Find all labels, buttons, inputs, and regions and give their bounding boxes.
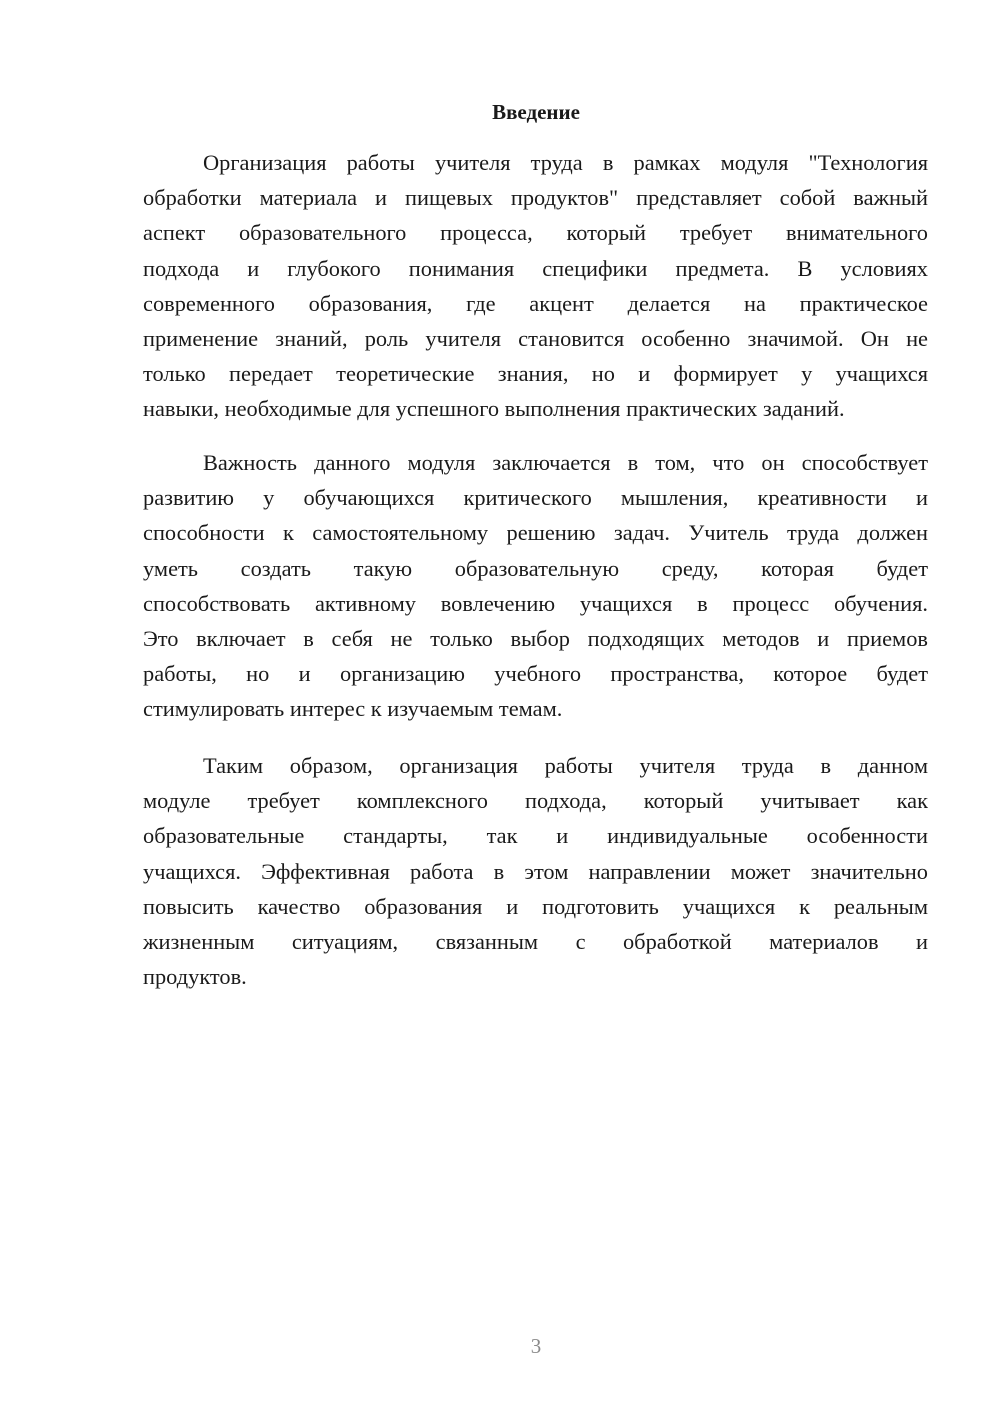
text-line: применение знаний, роль учителя становится особенно значимой. Он не (143, 325, 928, 351)
text-line: модуле требует комплексного подхода, который учитывает как (143, 788, 928, 814)
text-line: жизненным ситуациям, связанным с обработкой материалов и (143, 928, 928, 954)
text-line: только передает теоретические знания, но и формирует у учащихся (143, 361, 928, 387)
text-line: развитию у обучающихся критического мышления, креативности и (143, 485, 928, 511)
text-line: Важность данного модуля заключается в том, что он способствует (203, 450, 928, 475)
text-line: способствовать активному вовлечению учащихся в процесс обучения. (143, 590, 928, 616)
text-line: современного образования, где акцент делается на практическое (143, 290, 928, 316)
text-line: стимулировать интерес к изучаемым темам. (143, 696, 563, 722)
text-line: Это включает в себя не только выбор подходящих методов и приемов (143, 625, 928, 651)
text-line: продуктов. (143, 964, 247, 990)
text-line: навыки, необходимые для успешного выполнения практических заданий. (143, 396, 845, 422)
text-line: Организация работы учителя труда в рамках модуля "Технология (203, 150, 928, 175)
text-line: Таким образом, организация работы учителя труда в данном (203, 753, 928, 778)
text-line: работы, но и организацию учебного пространства, которое будет (143, 661, 928, 687)
paragraph-importance (143, 445, 928, 727)
paragraph-intro (143, 145, 928, 427)
paragraph-conclusion (143, 748, 928, 994)
text-line: уметь создать такую образовательную среду, которая будет (143, 555, 928, 581)
page-number: 3 (530, 1334, 542, 1358)
text-line: аспект образовательного процесса, который требует внимательного (143, 220, 928, 246)
text-line: образовательные стандарты, так и индивидуальные особенности (143, 823, 928, 849)
text-line: обработки материала и пищевых продуктов" представляет собой важный (143, 185, 928, 211)
text-line: подхода и глубокого понимания специфики предмета. В условиях (143, 255, 928, 281)
text-line: способности к самостоятельному решению задач. Учитель труда должен (143, 520, 928, 546)
section-heading: Введение (492, 100, 580, 124)
text-line: повысить качество образования и подготовить учащихся к реальным (143, 893, 928, 919)
text-line: учащихся. Эффективная работа в этом направлении может значительно (143, 858, 928, 884)
